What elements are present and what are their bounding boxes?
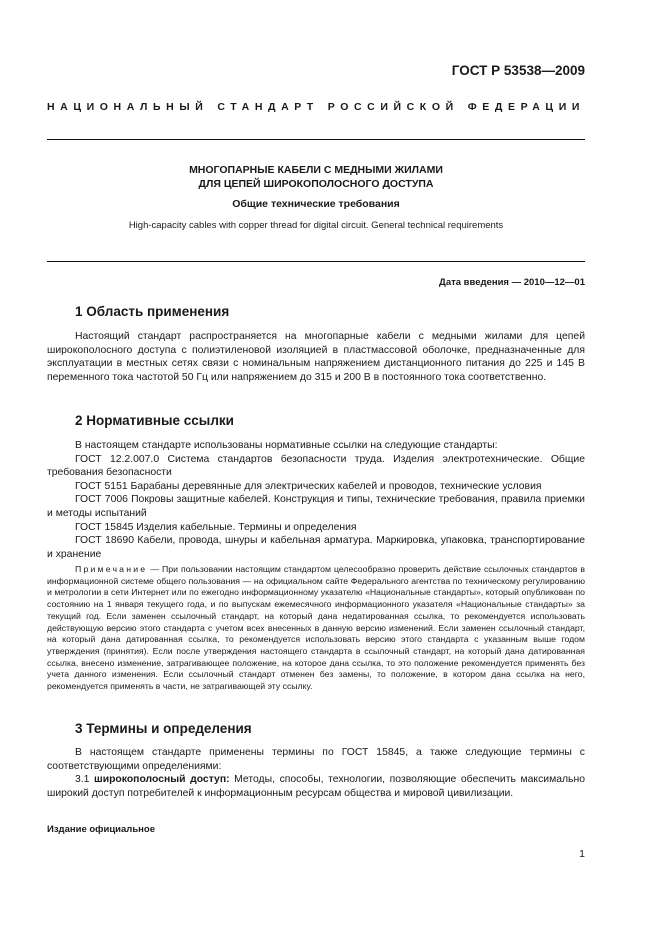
section-3-text bbox=[47, 746, 585, 800]
reference-item: ГОСТ 12.2.007.0 Система стандартов безопасности труда. Изделия электротехнические. Общие требования безопасности bbox=[47, 453, 585, 479]
section-2-text bbox=[47, 439, 585, 561]
top-divider bbox=[47, 139, 585, 140]
reference-item: ГОСТ 18690 Кабели, провода, шнуры и кабельная арматура. Маркировка, упаковка, транспортирование и хранение bbox=[47, 535, 585, 560]
introduction-date: Дата введения — 2010—12—01 bbox=[439, 277, 585, 288]
section-1-text bbox=[47, 330, 585, 384]
reference-item: ГОСТ 7006 Покровы защитные кабелей. Конструкция и типы, технические требования, правила приемки и методы испытаний bbox=[47, 494, 585, 519]
section-1-paragraph: Настоящий стандарт распространяется на многопарные кабели с медными жилами для цепей широкополосного доступа с полиэтиленовой изоляцией в пластмассовой оболочке, предназначенные для эксплуатации в местных сетях связи с номинальным напряжением дистанционного питания до 225 и 145 В переменного тока частотой 50 Гц или напряжением до 315 и 200 В в постоянного тока соответственно. bbox=[47, 331, 585, 383]
term-name: широкополосный доступ: bbox=[94, 774, 230, 786]
note-label: Примечание bbox=[75, 564, 148, 574]
document-code: ГОСТ Р 53538—2009 bbox=[451, 63, 585, 78]
term-definition bbox=[47, 773, 585, 800]
document-title bbox=[47, 163, 585, 191]
section-3-heading: 3 Термины и определения bbox=[75, 721, 252, 736]
english-title: High-capacity cables with copper thread for digital circuit. General technical requirements bbox=[128, 220, 504, 231]
official-edition-label: Издание официальное bbox=[47, 824, 155, 835]
section-2-heading: 2 Нормативные ссылки bbox=[75, 413, 234, 428]
section-2-note bbox=[47, 564, 585, 693]
section-1-heading: 1 Область применения bbox=[75, 304, 230, 319]
reference-item: ГОСТ 5151 Барабаны деревянные для электрических кабелей и проводов, технические условия bbox=[75, 480, 542, 492]
term-description: Методы, способы, технологии, позволяющие обеспечить максимально широкий доступ потребителей к информационным ресурсам общества и мировой цивилизации. bbox=[47, 774, 585, 799]
term-number: 3.1 bbox=[75, 774, 95, 786]
document-subtitle: Общие технические требования bbox=[232, 198, 400, 210]
title-line-2: ДЛЯ ЦЕПЕЙ ШИРОКОПОЛОСНОГО ДОСТУПА bbox=[198, 178, 434, 190]
page-number: 1 bbox=[579, 848, 585, 860]
note-text: — При пользовании настоящим стандартом целесообразно проверить действие ссылочных стандартов в информационной системе общего пользования — на официальном сайте Федерального агентства по техническому регулированию и метрологии в сети Интернет или по ежегодно информационному указателю «Национальные стандарты», который опубликован по состоянию на 1 января текущего года, и по выпускам ежемесячного информационного указателя «Национальные стандарты» за текущий год. Если заменен ссылочный стандарт, на который дана недатированная ссылка, то рекомендуется использовать действующую версию этого стандарта с учетом всех внесенных в данную версию изменений. Если заменен ссылочный стандарт, на который дана датированная ссылка, то рекомендуется использовать версию этого стандарта с указанным выше годом утверждения (принятия). Если после утверждения настоящего стандарта в ссылочный стандарт, на который дана датированная ссылка, внесено изменение, затрагивающее положение, на которое дана ссылка, то это положение рекомендуется применять без учета данного изменения. Если ссылочный стандарт отменен без замены, то положение, в котором дана ссылка на него, рекомендуется применять в части, не затрагивающей эту ссылку. bbox=[47, 564, 585, 692]
section-2-intro: В настоящем стандарте использованы нормативные ссылки на следующие стандарты: bbox=[75, 440, 498, 451]
standard-type-header: НАЦИОНАЛЬНЫЙ СТАНДАРТ РОССИЙСКОЙ ФЕДЕРАЦИИ bbox=[47, 101, 585, 113]
reference-item: ГОСТ 15845 Изделия кабельные. Термины и определения bbox=[75, 521, 357, 533]
section-3-intro: В настоящем стандарте применены термины по ГОСТ 15845, а также следующие термины с соответствующими определениями: bbox=[47, 747, 585, 772]
title-line-1: МНОГОПАРНЫЕ КАБЕЛИ С МЕДНЫМИ ЖИЛАМИ bbox=[189, 164, 443, 176]
title-divider bbox=[47, 261, 585, 262]
